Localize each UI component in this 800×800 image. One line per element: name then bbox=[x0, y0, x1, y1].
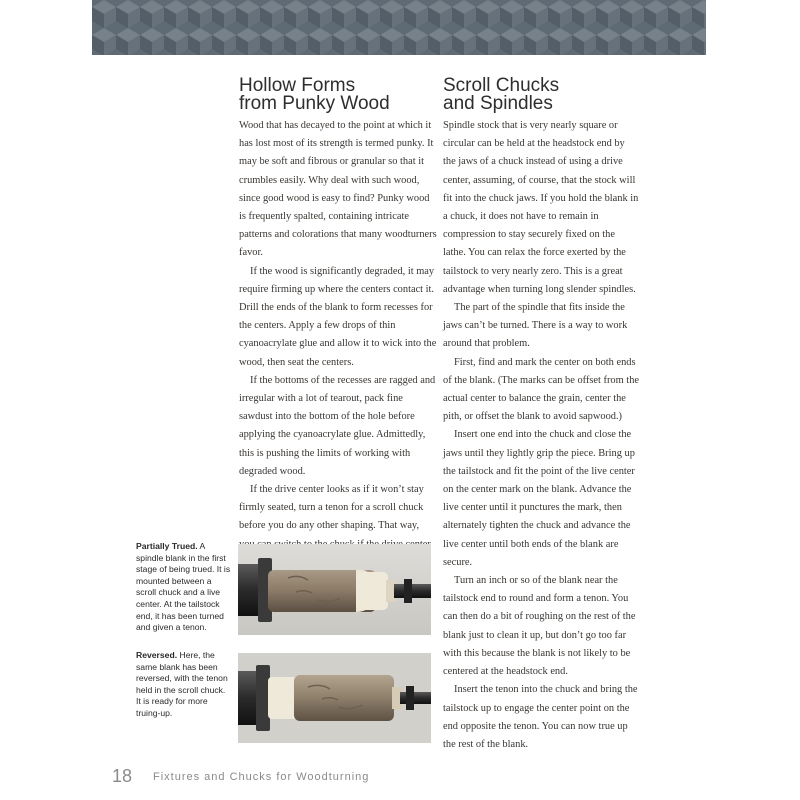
caption-title: Partially Trued. bbox=[136, 541, 198, 551]
paragraph: Turn an inch or so of the blank near the tailstock end to round and form a tenon. You can then do a bit of roughing on the rest of the blank just to clean it up, but don’t go too far with this because the blank is not likely to be centered at the headstock end. bbox=[443, 575, 636, 678]
paragraph: Wood that has decayed to the point at which it has lost most of its strength is termed punky. It may be soft and fibrous or granular so that it crumbles easily. Why deal with such wood, since good wood is easy to find? Punky wood is frequently spalted, containing intricate patterns and colorations that many woodturners favor. bbox=[239, 120, 437, 259]
page-number: 18 bbox=[112, 766, 133, 786]
photo-partially-trued bbox=[238, 544, 431, 635]
photo-caption-reversed bbox=[136, 650, 232, 720]
book-title: Fixtures and Chucks for Woodturning bbox=[153, 771, 370, 783]
heading-hollow-forms bbox=[239, 77, 390, 113]
heading-scroll-chucks bbox=[443, 77, 559, 113]
page-footer bbox=[112, 765, 370, 787]
caption-title: Reversed. bbox=[136, 650, 178, 660]
paragraph: Insert the tenon into the chuck and bring the tailstock up to engage the center point on the end opposite the tenon. You can now true up the rest of the blank. bbox=[443, 684, 638, 750]
right-column-text bbox=[443, 117, 639, 754]
caption-text: A spindle blank in the first stage of being trued. It is mounted between a scroll chuck and a live center. At the tailstock end, it has been turned and given a tenon. bbox=[136, 541, 231, 633]
heading-line: Hollow Forms bbox=[239, 75, 356, 96]
photo-caption-partially-trued bbox=[136, 541, 232, 634]
paragraph: If the bottoms of the recesses are ragged and irregular with a lot of tearout, pack fine sawdust into the bottom of the hole before applying the cyanoacrylate glue. Admittedly, this is pushing the limits of working with degraded wood. bbox=[239, 374, 436, 477]
photo-reversed bbox=[238, 653, 431, 743]
paragraph: Insert one end into the chuck and close the jaws until they lightly grip the piece. Bring up the tailstock and fit the point of the live center on the center mark on the blank. Advance the live center until it punctures the mark, then alternately tighten the chuck and advance the live center until both ends of the blank are secure. bbox=[443, 429, 635, 568]
paragraph: If the drive center looks as if it won’t stay firmly seated, turn a tenon for a scroll chuck before you do any other shaping. That way, bbox=[239, 484, 424, 532]
paragraph: The part of the spindle that fits inside the jaws can’t be turned. There is a way to work around that problem. bbox=[443, 302, 628, 350]
caption-text: Here, the same blank has been reversed, with the tenon held in the scroll chuck. It is ready for more truing-up. bbox=[136, 650, 228, 718]
paragraph: First, find and mark the center on both ends of the blank. (The marks can be offset from the actual center to balance the grain, center the pith, or offset the blank to avoid sapwood.) bbox=[443, 356, 640, 423]
paragraph: If the wood is significantly degraded, it may require firming up where the centers contact it. Drill the ends of the blank to form recesses for the centers. Apply a few drops of thin cyanoacrylate glue and allow it to wick into the wood, then seat the centers. bbox=[239, 265, 437, 368]
heading-line: and Spindles bbox=[443, 93, 553, 114]
header-banner bbox=[92, 0, 706, 55]
heading-line: from Punky Wood bbox=[239, 93, 390, 114]
heading-line: Scroll Chucks bbox=[443, 75, 560, 96]
paragraph: Spindle stock that is very nearly square or circular can be held at the headstock end by the jaws of a chuck instead of using a drive center, assuming, of course, that the stock will fit into the chuck jaws. If you hold the blank in a chuck, it does not have to remain in compression to stay securely fixed on the lathe. You can relax the force exerted by the tailstock to very nearly zero. This is a great advantage when turning long slender spindles. bbox=[443, 120, 639, 295]
left-column-text bbox=[239, 117, 437, 572]
